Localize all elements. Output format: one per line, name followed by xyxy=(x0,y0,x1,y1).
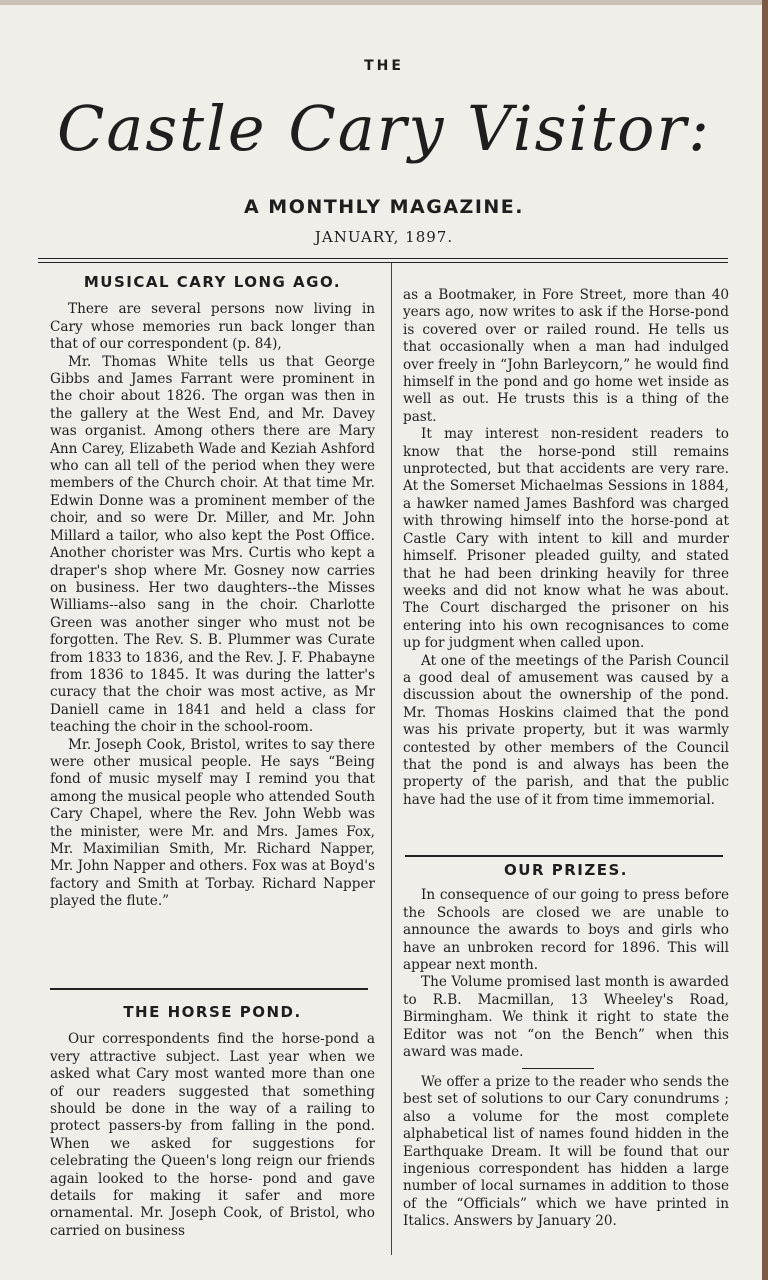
horse-pond-paragraph-2: It may interest non-resident readers to know that the horse-pond still remains unprotected, but that accidents are very rare. At the Somerset Michaelmas Sessions in 1884, a hawker named James Bashford was charged with throwing himself into the horse-pond at Castle Cary with intent to kill and murder himself. Prisoner pleaded guilty, and stated that he had been drinking heavily for three weeks and did not know what he was about. The Court discharged the prisoner on his entering into his own recognisances to come up for judgment when called upon. xyxy=(403,426,729,652)
horse-pond-paragraph-1: Our correspondents find the horse-pond a very attractive subject. Last year when we asked what Cary most wanted more than one of our readers suggested that something should be done in the way of a railing to protect passers-by from falling in the pond. When we asked for suggestions for celebrating the Queen's long reign our friends again looked to the horse- pond and gave details for making it safer and more ornamental. Mr. Joseph Cook, of Bristol, who carried on business xyxy=(50,1031,375,1239)
prizes-separator xyxy=(522,1068,594,1069)
header-rule-top xyxy=(38,258,728,259)
musical-paragraph-1: There are several persons now living in Cary whose memories run back longer than that of our correspondent (p. 84), xyxy=(50,301,375,353)
masthead-subtitle: A MONTHLY MAGAZINE. xyxy=(243,196,525,218)
prizes-paragraph-1: In consequence of our going to press before the Schools are closed we are unable to announce the awards to boys and girls who have an unbroken record for 1896. This will appear next month. xyxy=(403,887,729,974)
prizes-paragraph-3: We offer a prize to the reader who sends the best set of solutions to our Cary conundrums ; also a volume for the most complete alphabetical list of names found hidden in the Earthquake Dream. It will be found that our ingenious correspondent has hidden a large number of local surnames in addition to those of the “Officials” which we have printed in Italics. Answers by January 20. xyxy=(403,1074,729,1230)
heading-musical-cary: MUSICAL CARY LONG AGO. xyxy=(83,273,342,291)
section-rule-prizes xyxy=(405,855,723,857)
musical-paragraph-3: Mr. Joseph Cook, Bristol, writes to say there were other musical people. He says “Being fond of music myself may I remind you that among the musical people who attended South Cary Chapel, where the Rev. John Webb was the minister, were Mr. and Mrs. James Fox, Mr. Maximilian Smith, Mr. Richard Napper, Mr. John Napper and others. Fox was at Boyd's factory and Smith at Torbay. Richard Napper played the flute.” xyxy=(50,736,375,910)
left-column-lower xyxy=(50,1004,375,1240)
right-column-bottom xyxy=(403,1074,729,1231)
heading-our-prizes: OUR PRIZES. xyxy=(504,861,628,879)
column-divider xyxy=(391,263,392,1255)
page-top-edge xyxy=(0,0,768,5)
masthead-the: THE xyxy=(364,58,404,74)
masthead-title: Castle Cary Visitor: xyxy=(56,92,712,165)
musical-paragraph-2: Mr. Thomas White tells us that George Gibbs and James Farrant were prominent in the choir about 1826. The organ was then in the gallery at the West End, and Mr. Davey was organist. Among others there are Mary Ann Carey, Elizabeth Wade and Keziah Ashford who can all tell of the period when they were members of the Church choir. At that time Mr. Edwin Donne was a prominent member of the choir, and so were Dr. Miller, and Mr. John Millard a tailor, who also kept the Post Office. Another chorister was Mrs. Curtis who kept a draper's shop where Mr. Gosney now carries on business. Her two daughters--the Misses Williams--also sang in the choir. Charlotte Green was another singer who must not be forgotten. The Rev. S. B. Plummer was Curate from 1833 to 1836, and the Rev. J. F. Phabayne from 1836 to 1845. It was during the latter's curacy that the choir was most active, as Mr Daniell came in 1841 and held a class for teaching the choir in the school-room. xyxy=(50,353,375,736)
prizes-paragraph-2: The Volume promised last month is awarded to R.B. Macmillan, 13 Wheeley's Road, Birmingham. We think it right to state the Editor was not “on the Bench” when this award was made. xyxy=(403,974,729,1061)
horse-pond-paragraph-1-continued: as a Bootmaker, in Fore Street, more than 40 years ago, now writes to ask if the Horse-pond is covered over or railed round. He tells us that occasionally when a man had indulged over freely in “John Barleycorn,” he would find himself in the pond and go home wet inside as well as out. He trusts this is a thing of the past. xyxy=(403,287,729,425)
heading-horse-pond: THE HORSE POND. xyxy=(123,1003,302,1021)
issue-date: JANUARY, 1897. xyxy=(314,228,454,246)
section-rule-horse-pond xyxy=(50,988,368,990)
header-rule-bottom xyxy=(38,262,728,263)
right-column xyxy=(403,287,729,809)
page-right-edge xyxy=(762,0,768,1280)
right-column-lower xyxy=(403,862,729,1061)
horse-pond-paragraph-3: At one of the meetings of the Parish Council a good deal of amusement was caused by a discussion about the ownership of the pond. Mr. Thomas Hoskins claimed that the pond was his private property, but it was warmly contested by other members of the Council that the pond is and always has been the property of the parish, and that the public have had the use of it from time immemorial. xyxy=(403,652,729,808)
left-column xyxy=(50,274,375,911)
